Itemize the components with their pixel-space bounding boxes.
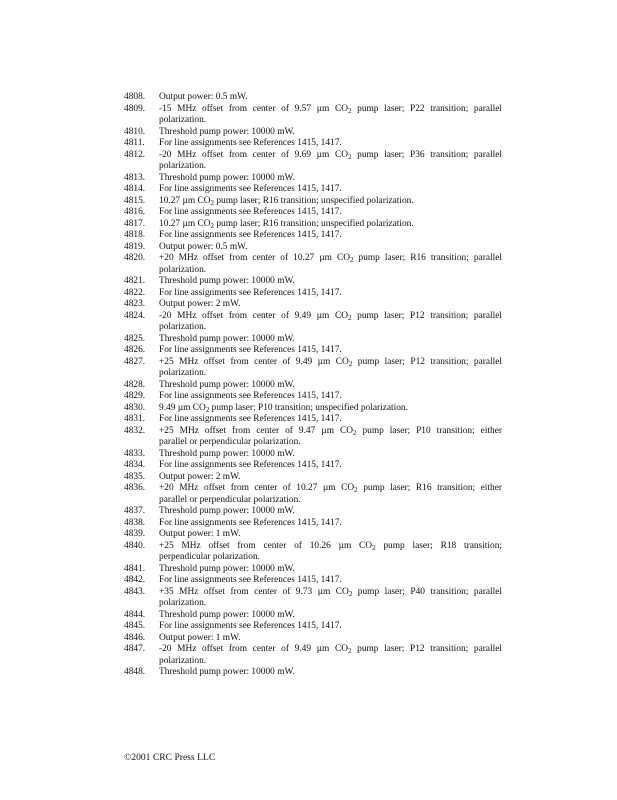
note-text-part: For line assignments see References 1415, 1417. xyxy=(159,391,342,401)
note-text-part: For line assignments see References 1415, 1417. xyxy=(159,138,342,148)
note-text-part: pump laser; P12 transition; parallel xyxy=(351,310,502,321)
note-number: 4816. xyxy=(124,207,146,217)
note-item xyxy=(124,403,502,415)
note-text-part: 9.49 µm CO xyxy=(159,402,206,413)
note-number: 4839. xyxy=(124,529,146,539)
note-number: 4847. xyxy=(124,644,146,654)
note-item xyxy=(124,334,502,346)
note-text xyxy=(159,276,502,288)
note-text-part: For line assignments see References 1415, 1417. xyxy=(159,287,342,298)
note-item xyxy=(124,276,502,288)
note-text xyxy=(159,460,502,472)
note-text-part: Output power: 1 mW. xyxy=(159,632,241,643)
note-item xyxy=(124,150,502,173)
note-item xyxy=(124,127,502,139)
note-text xyxy=(159,587,502,610)
note-text xyxy=(159,667,502,679)
note-number: 4840. xyxy=(124,540,146,551)
note-text-part: 10.27 µm CO xyxy=(159,218,211,229)
note-text-part: Threshold pump power: 10000 mW. xyxy=(159,506,295,516)
subscript: 2 xyxy=(348,647,352,655)
subscript: 2 xyxy=(353,428,357,437)
note-item xyxy=(124,92,502,104)
note-item xyxy=(124,173,502,185)
note-number: 4828. xyxy=(124,379,146,390)
note-text-part: For line assignments see References 1415, 1417. xyxy=(159,575,342,585)
subscript: 2 xyxy=(349,256,354,264)
note-text-part: For line assignments see References 1415, 1417. xyxy=(159,345,342,355)
note-number: 4841. xyxy=(124,563,146,574)
note-number: 4846. xyxy=(124,632,146,643)
note-text xyxy=(159,219,502,231)
note-text xyxy=(159,150,502,173)
note-item xyxy=(124,357,502,380)
note-item xyxy=(124,414,502,426)
note-number: 4823. xyxy=(124,299,146,309)
note-text-part: +25 MHz offset from center of 10.26 µm CO xyxy=(159,540,373,551)
note-text xyxy=(159,575,502,587)
note-item xyxy=(124,472,502,484)
note-text xyxy=(159,288,502,300)
note-text-part: Threshold pump power: 10000 mW. xyxy=(159,448,295,459)
note-text xyxy=(159,644,502,667)
note-continuation: polarization. xyxy=(159,161,207,171)
subscript: 2 xyxy=(348,152,352,161)
note-text xyxy=(159,380,502,392)
note-text xyxy=(159,138,502,150)
note-text xyxy=(159,184,502,196)
note-item xyxy=(124,529,502,541)
note-text xyxy=(159,564,502,576)
note-number: 4810. xyxy=(124,126,146,137)
note-text-part: Threshold pump power: 10000 mW. xyxy=(159,379,295,390)
subscript: 2 xyxy=(210,198,214,207)
note-number: 4808. xyxy=(124,92,146,102)
note-item xyxy=(124,311,502,334)
note-text xyxy=(159,506,502,518)
note-text xyxy=(159,345,502,357)
note-text-part: 10.27 µm CO xyxy=(159,195,211,206)
note-text-part: -20 MHz offset from center of 9.69 µm CO xyxy=(159,149,348,160)
subscript: 2 xyxy=(210,221,214,230)
note-text-part: Threshold pump power: 10000 mW. xyxy=(159,126,295,137)
note-text xyxy=(159,230,502,242)
note-text-part: pump laser; R18 transition; xyxy=(375,540,502,551)
note-item xyxy=(124,621,502,633)
note-number: 4829. xyxy=(124,391,146,401)
note-text xyxy=(159,391,502,403)
note-text xyxy=(159,357,502,380)
note-item xyxy=(124,541,502,564)
note-text-part: Output power: 0.5 mW. xyxy=(159,92,248,102)
subscript: 2 xyxy=(348,313,352,322)
notes-list xyxy=(124,92,502,679)
note-item xyxy=(124,518,502,530)
note-text xyxy=(159,299,502,311)
note-continuation: polarization. xyxy=(159,264,207,275)
note-text xyxy=(159,104,502,127)
note-item xyxy=(124,667,502,679)
note-text-part: +20 MHz offset from center of 10.27 µm CO xyxy=(159,483,355,493)
note-continuation: perpendicular polarization. xyxy=(159,552,260,562)
note-text xyxy=(159,483,502,506)
note-text-part: -15 MHz offset from center of 9.57 µm CO xyxy=(159,103,348,114)
note-item xyxy=(124,196,502,208)
note-text xyxy=(159,253,502,276)
note-item xyxy=(124,449,502,461)
note-text-part: For line assignments see References 1415, 1417. xyxy=(159,460,342,470)
note-text xyxy=(159,196,502,208)
note-item xyxy=(124,299,502,311)
note-continuation: polarization. xyxy=(159,368,207,378)
note-text-part: Threshold pump power: 10000 mW. xyxy=(159,563,295,574)
note-number: 4843. xyxy=(124,586,146,597)
note-continuation: polarization. xyxy=(159,115,207,125)
note-text-part: pump laser; P10 transition; either xyxy=(356,425,502,436)
note-number: 4824. xyxy=(124,310,146,321)
note-text-part: Output power: 2 mW. xyxy=(159,471,241,482)
subscript: 2 xyxy=(348,589,353,598)
note-item xyxy=(124,380,502,392)
subscript: 2 xyxy=(348,359,353,368)
note-text-part: Threshold pump power: 10000 mW. xyxy=(159,667,295,677)
subscript: 2 xyxy=(354,486,358,494)
note-item xyxy=(124,230,502,242)
note-item xyxy=(124,253,502,276)
note-item xyxy=(124,219,502,231)
note-number: 4838. xyxy=(124,517,146,528)
note-number: 4835. xyxy=(124,471,146,482)
note-item xyxy=(124,138,502,150)
subscript: 2 xyxy=(348,106,352,115)
note-item xyxy=(124,483,502,506)
note-item xyxy=(124,575,502,587)
note-text xyxy=(159,518,502,530)
note-text-part: For line assignments see References 1415, 1417. xyxy=(159,517,342,528)
note-text xyxy=(159,311,502,334)
note-item xyxy=(124,207,502,219)
note-text-part: +35 MHz offset from center of 9.73 µm CO xyxy=(159,586,349,597)
note-number: 4845. xyxy=(124,621,146,631)
note-text xyxy=(159,541,502,564)
note-text-part: -20 MHz offset from center of 9.49 µm CO xyxy=(159,644,348,654)
note-text-part: pump laser; R16 transition; either xyxy=(357,483,502,493)
note-text-part: Threshold pump power: 10000 mW. xyxy=(159,172,295,183)
note-number: 4833. xyxy=(124,448,146,459)
note-text-part: pump laser; P36 transition; parallel xyxy=(351,149,502,160)
note-continuation: polarization. xyxy=(159,598,207,608)
note-text xyxy=(159,610,502,622)
note-text-part: pump laser; R16 transition; unspecified polarization. xyxy=(214,218,414,229)
note-text-part: For line assignments see References 1415, 1417. xyxy=(159,207,342,217)
note-number: 4814. xyxy=(124,184,146,194)
note-item xyxy=(124,644,502,667)
note-number: 4836. xyxy=(124,483,146,493)
note-text-part: -20 MHz offset from center of 9.49 µm CO xyxy=(159,310,348,321)
note-text xyxy=(159,242,502,254)
note-text-part: +20 MHz offset from center of 10.27 µm CO xyxy=(159,253,350,263)
note-number: 4822. xyxy=(124,287,146,298)
note-text-part: pump laser; P12 transition; parallel xyxy=(352,356,502,367)
note-text-part: pump laser; P12 transition; parallel xyxy=(351,644,502,654)
copyright-footer: ©2001 CRC Press LLC xyxy=(124,752,216,763)
note-item xyxy=(124,564,502,576)
note-item xyxy=(124,242,502,254)
note-text xyxy=(159,414,502,426)
note-number: 4837. xyxy=(124,506,146,516)
note-number: 4821. xyxy=(124,276,146,286)
subscript: 2 xyxy=(372,543,376,552)
note-text-part: pump laser; P22 transition; parallel xyxy=(351,103,502,114)
note-text-part: pump laser; R16 transition; parallel xyxy=(353,253,502,263)
note-text-part: +25 MHz offset from center of 9.47 µm CO xyxy=(159,425,353,436)
note-continuation: parallel or perpendicular polarization. xyxy=(159,494,301,505)
note-number: 4831. xyxy=(124,414,146,424)
note-number: 4832. xyxy=(124,425,146,436)
note-text-part: For line assignments see References 1415, 1417. xyxy=(159,414,342,424)
note-number: 4830. xyxy=(124,402,146,413)
note-text-part: +25 MHz offset from center of 9.49 µm CO xyxy=(159,356,349,367)
note-number: 4809. xyxy=(124,103,146,114)
note-text xyxy=(159,621,502,633)
note-text-part: Threshold pump power: 10000 mW. xyxy=(159,276,295,286)
note-number: 4825. xyxy=(124,333,146,344)
note-text-part: pump laser; P40 transition; parallel xyxy=(352,586,502,597)
note-text xyxy=(159,633,502,645)
note-item xyxy=(124,345,502,357)
note-text xyxy=(159,449,502,461)
note-number: 4819. xyxy=(124,241,146,252)
note-item xyxy=(124,288,502,300)
note-item xyxy=(124,104,502,127)
note-number: 4827. xyxy=(124,356,146,367)
note-number: 4815. xyxy=(124,195,146,206)
note-number: 4844. xyxy=(124,609,146,620)
note-item xyxy=(124,506,502,518)
note-text-part: Output power: 0.5 mW. xyxy=(159,241,248,252)
note-number: 4818. xyxy=(124,230,146,240)
note-number: 4834. xyxy=(124,460,146,470)
note-text xyxy=(159,92,502,104)
note-number: 4842. xyxy=(124,575,146,585)
note-text-part: pump laser; P10 transition; unspecified polarization. xyxy=(209,402,408,413)
note-text-part: For line assignments see References 1415, 1417. xyxy=(159,230,342,240)
note-number: 4848. xyxy=(124,667,146,677)
note-text xyxy=(159,334,502,346)
note-continuation: polarization. xyxy=(159,322,207,332)
note-text-part: Output power: 2 mW. xyxy=(159,299,241,309)
note-text xyxy=(159,472,502,484)
subscript: 2 xyxy=(205,405,210,414)
note-number: 4826. xyxy=(124,345,146,355)
note-item xyxy=(124,587,502,610)
note-number: 4812. xyxy=(124,149,146,160)
note-item xyxy=(124,460,502,472)
note-text-part: Output power: 1 mW. xyxy=(159,529,241,539)
note-text xyxy=(159,173,502,185)
note-text-part: pump laser; R16 transition; unspecified polarization. xyxy=(214,195,414,206)
note-continuation: polarization. xyxy=(159,655,207,666)
note-text xyxy=(159,127,502,139)
note-item xyxy=(124,184,502,196)
note-text-part: Threshold pump power: 10000 mW. xyxy=(159,609,295,620)
note-text xyxy=(159,426,502,449)
note-item xyxy=(124,610,502,622)
note-text-part: Threshold pump power: 10000 mW. xyxy=(159,333,295,344)
note-item xyxy=(124,633,502,645)
note-text-part: For line assignments see References 1415, 1417. xyxy=(159,621,342,631)
note-number: 4817. xyxy=(124,218,146,229)
note-item xyxy=(124,426,502,449)
note-text xyxy=(159,529,502,541)
note-number: 4811. xyxy=(124,138,145,148)
note-number: 4820. xyxy=(124,253,146,263)
note-item xyxy=(124,391,502,403)
note-text xyxy=(159,207,502,219)
note-text xyxy=(159,403,502,415)
note-number: 4813. xyxy=(124,172,146,183)
note-text-part: For line assignments see References 1415, 1417. xyxy=(159,184,342,194)
note-continuation: parallel or perpendicular polarization. xyxy=(159,437,301,447)
